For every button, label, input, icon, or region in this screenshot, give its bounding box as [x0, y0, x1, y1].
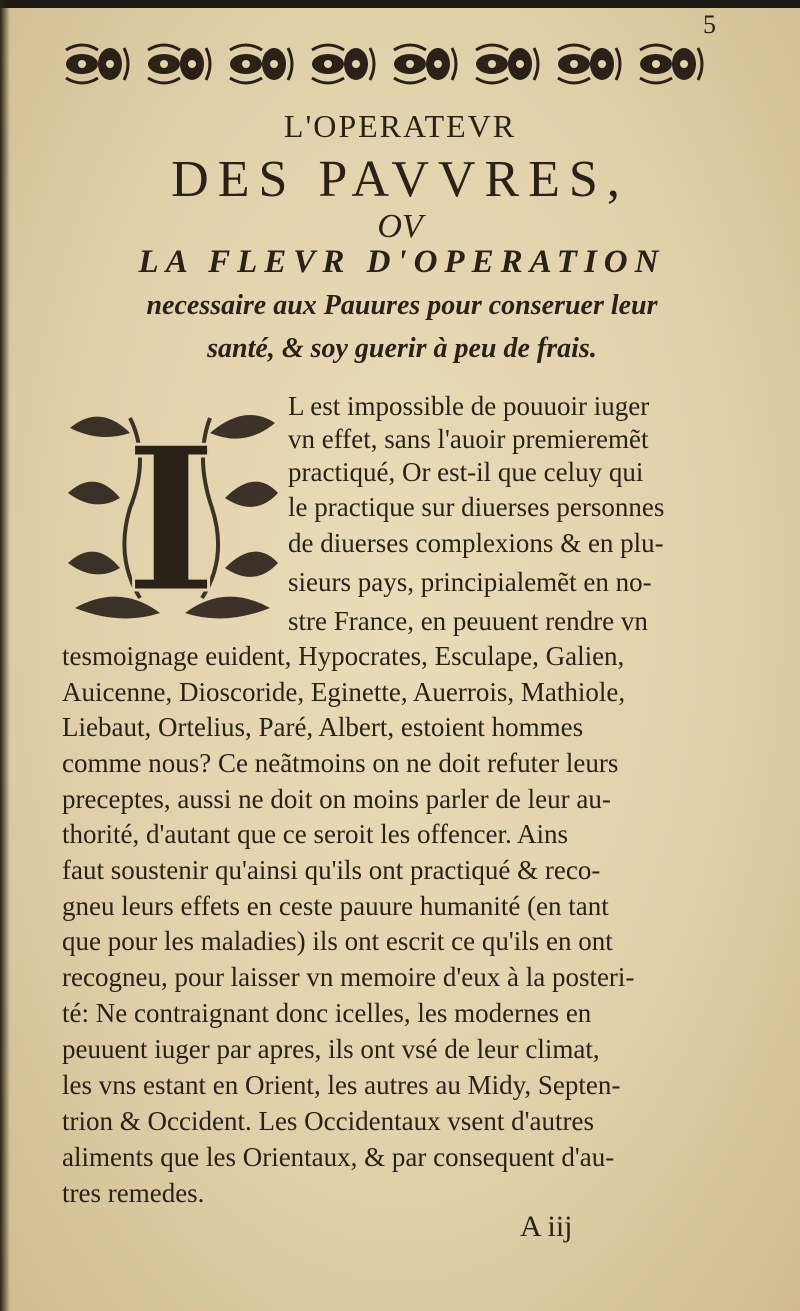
page-number: 5 [703, 10, 716, 39]
title-line-fleur: LA FLEVR D'OPERATION [138, 244, 666, 280]
body-line: gneu leurs effets en ceste pauure humanité (en tant [62, 891, 609, 921]
body-line: tres remedes. [62, 1178, 205, 1208]
body-line: preceptes, aussi ne doit on moins parler de leur au- [62, 784, 611, 814]
body-line: faut soustenir qu'ainsi qu'ils ont practiqué & reco- [62, 855, 601, 885]
body-line: tesmoignage euident, Hypocrates, Esculape, Galien, [62, 641, 625, 671]
body-line: que pour les maladies) ils ont escrit ce qu'ils en ont [62, 926, 613, 956]
body-line: comme nous? Ce neãtmoins on ne doit refuter leurs [62, 748, 619, 778]
body-line: Auicenne, Dioscoride, Eginette, Auerrois, Mathiole, [62, 677, 626, 707]
body-line: thorité, d'autant que ce seroit les offencer. Ains [62, 819, 568, 849]
body-line: les vns estant en Orient, les autres au Midy, Septen- [62, 1070, 621, 1100]
title-line-sante: santé, & soy guerir à peu de frais. [207, 333, 597, 364]
body-line: Liebaut, Ortelius, Paré, Albert, estoient hommes [62, 712, 584, 742]
body-line: sieurs pays, principialemẽt en no- [288, 567, 652, 597]
title-line-necessaire: necessaire aux Pauures pour conseruer leur [146, 290, 658, 321]
title-line-des-pauures: DES PAVVRES, [171, 151, 629, 208]
body-line: té: Ne contraignant donc icelles, les modernes en [62, 998, 592, 1028]
title-line-ou: OV [377, 208, 423, 245]
body-line: recogneu, pour laisser vn memoire d'eux à la posteri- [62, 962, 635, 992]
fleuron-ornament-band [62, 40, 722, 88]
body-line: trion & Occident. Les Occidentaux vsent d'autres [62, 1106, 594, 1136]
body-line: le practique sur diuerses personnes [288, 492, 665, 522]
title-line-operateur: L'OPERATEVR [283, 108, 517, 144]
body-line: stre France, en peuuent rendre vn [288, 606, 648, 636]
body-line: vn effet, sans l'auoir premieremẽt [288, 424, 649, 454]
decorated-initial-letter [60, 398, 282, 628]
signature-mark: A iij [520, 1210, 573, 1243]
page-top-shadow [0, 0, 800, 8]
body-line: practiqué, Or est-il que celuy qui [288, 457, 644, 487]
body-line: de diuerses complexions & en plu- [288, 528, 664, 558]
body-line: L est impossible de pouuoir iuger [288, 391, 650, 421]
body-line: aliments que les Orientaux, & par consequent d'au- [62, 1142, 615, 1172]
drop-cap-glyph: I [124, 403, 218, 628]
body-line: peuuent iuger par apres, ils ont vsé de leur climat, [62, 1034, 600, 1064]
